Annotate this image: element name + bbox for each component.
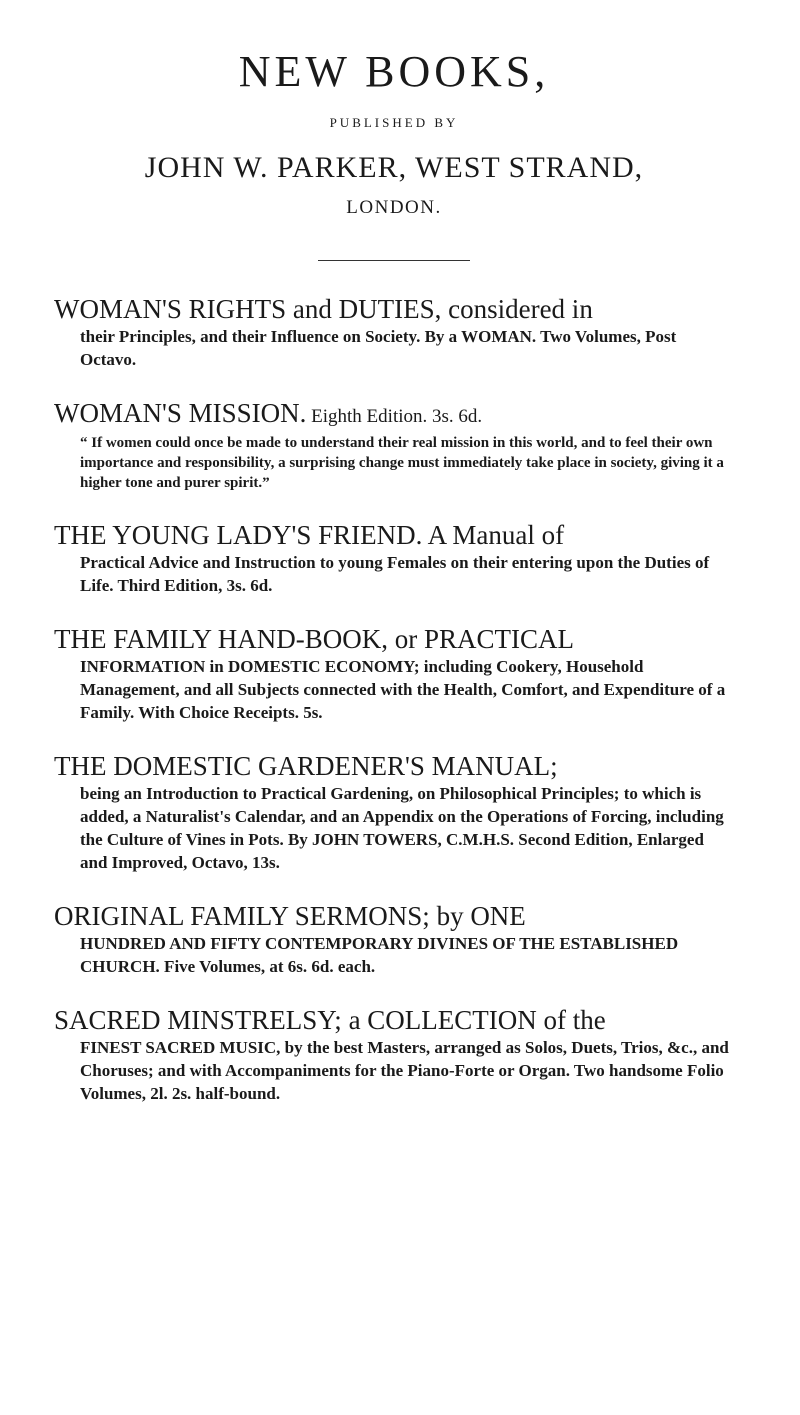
book-quote: “ If women could once be made to understand their real mission in this world, and to feel their own importance and responsibility, a surprising change must immediately take place in society, giving it a higher tone and purer spirit.”	[80, 435, 724, 491]
book-title: THE YOUNG LADY'S FRIEND.	[54, 520, 423, 550]
book-entry	[54, 1004, 734, 1105]
book-description: FINEST SACRED MUSIC, by the best Masters, arranged as Solos, Duets, Trios, &c., and Choruses; and with Accompaniments for the Piano-Forte or Organ. Two handsome Folio Volumes, 2l. 2s. half-bound.	[80, 1038, 729, 1103]
book-title-rest: by ONE	[429, 901, 526, 931]
published-by: PUBLISHED BY	[329, 115, 459, 130]
publisher-city: LONDON.	[346, 197, 442, 218]
book-entry	[54, 519, 734, 597]
book-title-rest: considered in	[441, 294, 593, 324]
book-title: WOMAN'S MISSION.	[54, 398, 307, 428]
book-entry	[54, 750, 734, 874]
book-title-rest: A Manual of	[422, 520, 565, 550]
book-title: ORIGINAL FAMILY SERMONS;	[54, 901, 430, 931]
book-list	[54, 293, 734, 1105]
book-title: THE FAMILY HAND-BOOK,	[54, 624, 389, 654]
book-title-rest: a COLLECTION of the	[341, 1005, 606, 1035]
book-title-rest: Eighth Edition. 3s. 6d.	[306, 406, 483, 427]
divider-rule	[318, 260, 470, 261]
header	[54, 0, 734, 261]
book-description: HUNDRED AND FIFTY CONTEMPORARY DIVINES OF THE ESTABLISHED CHURCH. Five Volumes, at 6s. 6d. each.	[80, 934, 679, 976]
book-title: THE DOMESTIC GARDENER'S MANUAL;	[54, 751, 558, 781]
book-title: WOMAN'S RIGHTS and DUTIES,	[54, 294, 442, 324]
book-entry	[54, 397, 734, 493]
book-description: their Principles, and their Influence on Society. By a WOMAN. Two Volumes, Post Octavo.	[80, 327, 677, 369]
book-entry	[54, 623, 734, 724]
page-title: NEW BOOKS,	[238, 47, 550, 96]
book-entry	[54, 293, 734, 371]
book-description: Practical Advice and Instruction to young Females on their entering upon the Duties of Life. Third Edition, 3s. 6d.	[80, 553, 710, 595]
book-entry	[54, 900, 734, 978]
publisher-name: JOHN W. PARKER, WEST STRAND,	[144, 151, 644, 184]
book-title-rest: or PRACTICAL	[388, 624, 575, 654]
book-title: SACRED MINSTRELSY;	[54, 1005, 342, 1035]
book-description: INFORMATION in DOMESTIC ECONOMY; including Cookery, Household Management, and all Subjects connected with the Health, Comfort, and Expenditure of a Family. With Choice Receipts. 5s.	[80, 657, 726, 722]
book-description: being an Introduction to Practical Gardening, on Philosophical Principles; to which is added, a Naturalist's Calendar, and an Appendix on the Operations of Forcing, including the Culture of Vines in Pots. By JOHN TOWERS, C.M.H.S. Second Edition, Enlarged and Improved, Octavo, 13s.	[80, 784, 724, 872]
